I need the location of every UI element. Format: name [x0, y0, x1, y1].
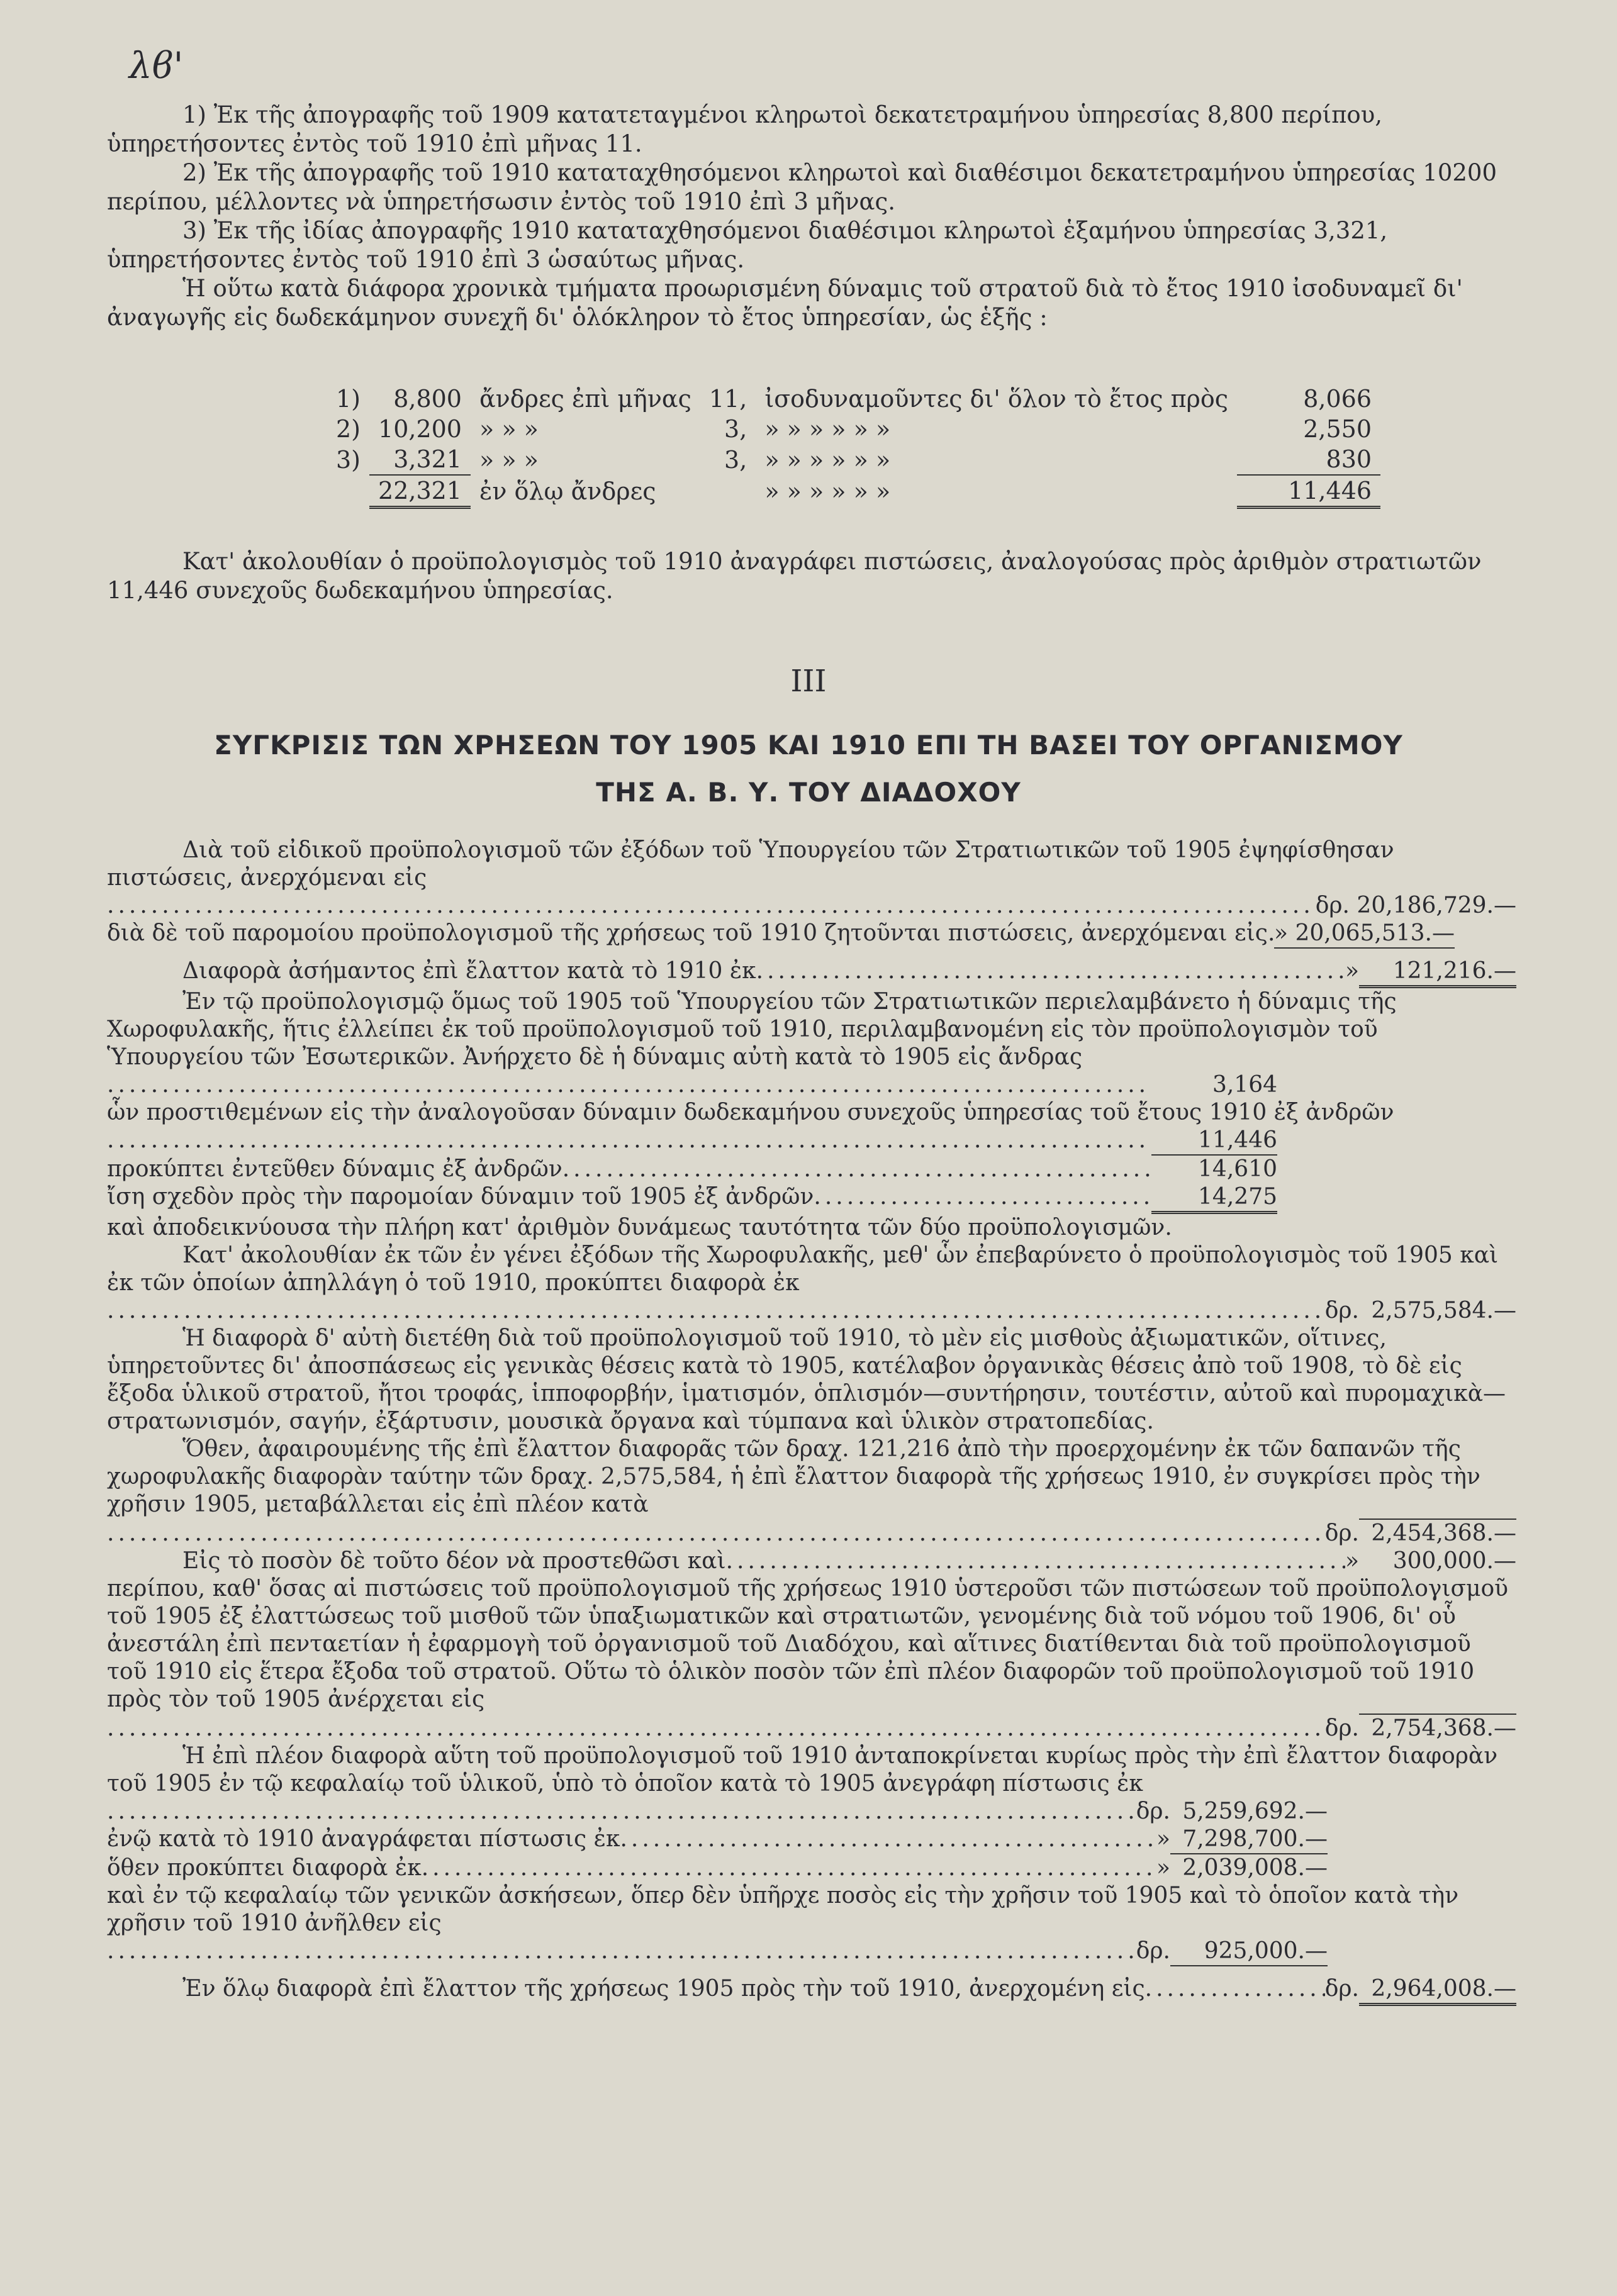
calc-row: 1) 8,800 ἄνδρες ἐπὶ μῆνας 11, ἰσοδυναμοῦντες δι' ὅλον τὸ ἔτος πρὸς 8,066 — [336, 385, 1372, 413]
amount-line: ..... δρ. 20,186,729.— — [107, 892, 1516, 920]
body-para-10: Ἡ διαφορὰ δ' αὐτὴ διετέθη διὰ τοῦ προϋπολογισμοῦ τοῦ 1910, τὸ μὲν εἰς μισθοὺς ἀξιωματικῶν, οἵτινες, ὑπηρετοῦντες δι' ἀποσπάσεως εἰς γενικὰς θέσεις κατὰ τὸ 1905, κατέλαβον ὀργανικὰς θέσεις ἀπὸ τοῦ 1908, τὸ δὲ εἰς ἔξοδα ὑλικοῦ στρατοῦ, ἤτοι τροφάς, ἱπποφορβήν, ἱματισμόν, ὁπλισμόν—συντήρησιν, τουτέστιν, αὐτοῦ καὶ πυρομαχικὰ—στρατωνισμόν, σαγήν, ἐξάρτυσιν, μουσικὰ ὄργανα καὶ τύμπανα καὶ ὑλικὸν στρατοπεδίας. — [107, 1325, 1506, 1434]
amount-line: ..... δρ. 2,754,368.— — [107, 1714, 1516, 1742]
amount-line: ..... 11,446 — [107, 1127, 1516, 1156]
amount-line: Διαφορὰ ἀσήμαντος ἐπὶ ἔλαττον κατὰ τὸ 1910 ἐκ ..... » 121,216.— — [107, 957, 1516, 988]
body-para-14: Ἡ ἐπὶ πλέον διαφορὰ αὕτη τοῦ προϋπολογισμοῦ τοῦ 1910 ἀνταποκρίνεται κυρίως πρὸς τὴν ἐπὶ ἔλαττον διαφορὰν τοῦ 1905 ἐν τῷ κεφαλαίῳ τοῦ ὑλικοῦ, ὑπὸ τὸ ὁποῖον κατὰ τὸ 1905 ἀνεγράφη πίστωσις ἐκ — [107, 1743, 1498, 1797]
amount-line: διὰ δὲ τοῦ παρομοίου προϋπολογισμοῦ τῆς χρήσεως τοῦ 1910 ζητοῦνται πιστώσεις, ἀνερχόμεναι εἰς ..... » 20,065,513.— — [107, 920, 1516, 949]
amount-line: ..... δρ. 925,000.— — [107, 1937, 1516, 1966]
section-number: III — [790, 664, 827, 699]
amount-line: ἴση σχεδὸν πρὸς τὴν παρομοίαν δύναμιν τοῦ 1905 ἐξ ἀνδρῶν ..... 14,275 — [107, 1183, 1516, 1214]
page-number: λϐ' — [129, 44, 184, 87]
section-title-line-2: ΤΗΣ Α. Β. Υ. ΤΟΥ ΔΙΑΔΟΧΟΥ — [596, 777, 1021, 808]
body-section — [107, 837, 1516, 2006]
body-para-5: ὧν προστιθεμένων εἰς τὴν ἀναλογοῦσαν δύναμιν δωδεκαμήνου συνεχοῦς ὑπηρεσίας τοῦ ἔτους 1910 ἐξ ἀνδρῶν — [107, 1100, 1394, 1125]
amount-line: ..... δρ. 2,454,368.— — [107, 1519, 1516, 1547]
intro-conclusion: Κατ' ἀκολουθίαν ὁ προϋπολογισμὸς τοῦ 1910 ἀναγράφει πιστώσεις, ἀναλογούσας πρὸς ἀριθμὸν στρατιωτῶν 11,446 συνεχοῦς δωδεκαμήνου ὑπηρεσίας. — [107, 548, 1482, 604]
body-para-1: Διὰ τοῦ εἰδικοῦ προϋπολογισμοῦ τῶν ἐξόδων τοῦ Ὑπουργείου τῶν Στρατιωτικῶν τοῦ 1905 ἐψηφίσθησαν πιστώσεις, ἀνερχόμεναι εἰς — [107, 837, 1394, 891]
calc-row: 2) 10,200 » » » 3, » » » » » » 2,550 — [336, 415, 1372, 443]
intro-paragraph-2: 2) Ἐκ τῆς ἀπογραφῆς τοῦ 1910 καταταχθησόμενοι κληρωτοὶ καὶ διαθέσιμοι δεκατετραμήνου ὑπηρεσίας 10200 περίπου, μέλλοντες νὰ ὑπηρετήσωσιν ἐντὸς τοῦ 1910 ἐπὶ 3 μῆνας. — [107, 159, 1497, 215]
calc-row: 3) 3,321 » » » 3, » » » » » » 830 — [327, 444, 1380, 475]
body-para-17: καὶ ἐν τῷ κεφαλαίῳ τῶν γενικῶν ἀσκήσεων, ὅπερ δὲν ὑπῆρχε ποσὸς εἰς τὴν χρῆσιν τοῦ 1905 καὶ τὸ ὁποῖον κατὰ τὴν χρῆσιν τοῦ 1910 ἀνῆλθεν εἰς — [107, 1883, 1459, 1936]
body-para-8: καὶ ἀποδεικνύουσα τὴν πλήρη κατ' ἀριθμὸν δυνάμεως ταυτότητα τῶν δύο προϋπολογισμῶν. — [107, 1215, 1172, 1240]
amount-line: ἐνῷ κατὰ τὸ 1910 ἀναγράφεται πίστωσις ἐκ ..... » 7,298,700.— — [107, 1825, 1516, 1854]
body-para-4: Ἐν τῷ προϋπολογισμῷ ὅμως τοῦ 1905 τοῦ Ὑπουργείου τῶν Στρατιωτικῶν περιελαμβάνετο ἡ δύναμις τῆς Χωροφυλακῆς, ἥτις ἐλλείπει ἐκ τοῦ προϋπολογισμοῦ τοῦ 1910, περιλαμβανομένη εἰς τὸν προϋπολογισμὸν τοῦ Ὑπουργείου τῶν Ἐσωτερικῶν. Ἀνήρχετο δὲ ἡ δύναμις αὐτὴ κατὰ τὸ 1905 εἰς ἄνδρας — [107, 989, 1397, 1070]
body-para-11: Ὅθεν, ἀφαιρουμένης τῆς ἐπὶ ἔλαττον διαφορᾶς τῶν δραχ. 121,216 ἀπὸ τὴν προερχομένην ἐκ τῶν δαπανῶν τῆς χωροφυλακῆς διαφορὰν ταύτην τῶν δραχ. 2,575,584, ἡ ἐπὶ ἔλαττον διαφορὰ τῆς χρήσεως 1910, ἐν συγκρίσει πρὸς τὴν χρῆσιν 1905, μεταβάλλεται εἰς ἐπὶ πλέον κατὰ — [107, 1436, 1480, 1517]
amount-line: ..... 3,164 — [107, 1071, 1516, 1099]
section-title-line-1: ΣΥΓΚΡΙΣΙΣ ΤΩΝ ΧΡΗΣΕΩΝ ΤΟΥ 1905 ΚΑΙ 1910 ΕΠΙ ΤΗ ΒΑΣΕΙ ΤΟΥ ΟΡΓΑΝΙΣΜΟΥ — [214, 730, 1403, 761]
calculation-table — [327, 384, 1380, 509]
intro-paragraph-3: 3) Ἐκ τῆς ἰδίας ἀπογραφῆς 1910 καταταχθησόμενοι διαθέσιμοι κληρωτοὶ ἑξαμήνου ὑπηρεσίας 3,321, ὑπηρετήσοντες ἐντὸς τοῦ 1910 ἐπὶ 3 ὡσαύτως μῆνας. — [107, 217, 1388, 273]
amount-line: Ἐν ὅλῳ διαφορὰ ἐπὶ ἔλαττον τῆς χρήσεως 1905 πρὸς τὴν τοῦ 1910, ἀνερχομένη εἰς ..... δρ. 2,964,008.— — [107, 1975, 1516, 2006]
body-para-13: περίπου, καθ' ὅσας αἱ πιστώσεις τοῦ προϋπολογισμοῦ τῆς χρήσεως 1910 ὑστεροῦσι τῶν πιστώσεων τοῦ προϋπολογισμοῦ τοῦ 1905 ἐξ ἐλαττώσεως τοῦ μισθοῦ τῶν ὑπαξιωματικῶν καὶ στρατιωτῶν, γενομένης διὰ τοῦ νόμου τοῦ 1906, δι' οὗ ἀνεστάλη ἐπὶ πενταετίαν ἡ ἐφαρμογὴ τοῦ ὀργανισμοῦ τοῦ Διαδόχου, καὶ αἵτινες διατίθενται διὰ τοῦ προϋπολογισμοῦ τοῦ 1910 εἰς ἕτερα ἔξοδα τοῦ στρατοῦ. Οὕτω τὸ ὁλικὸν ποσὸν τῶν ἐπὶ πλέον διαφορῶν τοῦ προϋπολογισμοῦ τοῦ 1910 πρὸς τὸν τοῦ 1905 ἀνέρχεται εἰς — [107, 1576, 1509, 1712]
amount-line: ..... δρ. 2,575,584.— — [107, 1297, 1516, 1325]
amount-line: Εἰς τὸ ποσὸν δὲ τοῦτο δέον νὰ προστεθῶσι καὶ ..... » 300,000.— — [107, 1547, 1516, 1575]
intro-paragraph-4: Ἡ οὕτω κατὰ διάφορα χρονικὰ τμήματα προωρισμένη δύναμις τοῦ στρατοῦ διὰ τὸ ἔτος 1910 ἰσοδυναμεῖ δι' ἀναγωγῆς εἰς δωδεκάμηνον συνεχῆ δι' ὁλόκληρον τὸ ἔτος ὑπηρεσίαν, ὡς ἑξῆς : — [107, 275, 1463, 331]
intro-section — [107, 101, 1516, 332]
body-para-9: Κατ' ἀκολουθίαν ἐκ τῶν ἐν γένει ἐξόδων τῆς Χωροφυλακῆς, μεθ' ὧν ἐπεβαρύνετο ὁ προϋπολογισμὸς τοῦ 1905 καὶ ἐκ τῶν ὁποίων ἀπηλλάγη ὁ τοῦ 1910, προκύπτει διαφορὰ ἐκ — [107, 1242, 1499, 1296]
calc-total-row: 22,321 ἐν ὅλῳ ἄνδρες » » » » » » 11,446 — [327, 475, 1380, 508]
intro-paragraph-1: 1) Ἐκ τῆς ἀπογραφῆς τοῦ 1909 κατατεταγμένοι κληρωτοὶ δεκατετραμήνου ὑπηρεσίας 8,800 περίπου, ὑπηρετήσοντες ἐντὸς τοῦ 1910 ἐπὶ μῆνας 11. — [107, 101, 1382, 157]
amount-line: ..... δρ. 5,259,692.— — [107, 1798, 1516, 1825]
amount-line: ὅθεν προκύπτει διαφορὰ ἐκ ..... » 2,039,008.— — [107, 1854, 1516, 1882]
amount-line: προκύπτει ἐντεῦθεν δύναμις ἐξ ἀνδρῶν ..... 14,610 — [107, 1156, 1516, 1183]
